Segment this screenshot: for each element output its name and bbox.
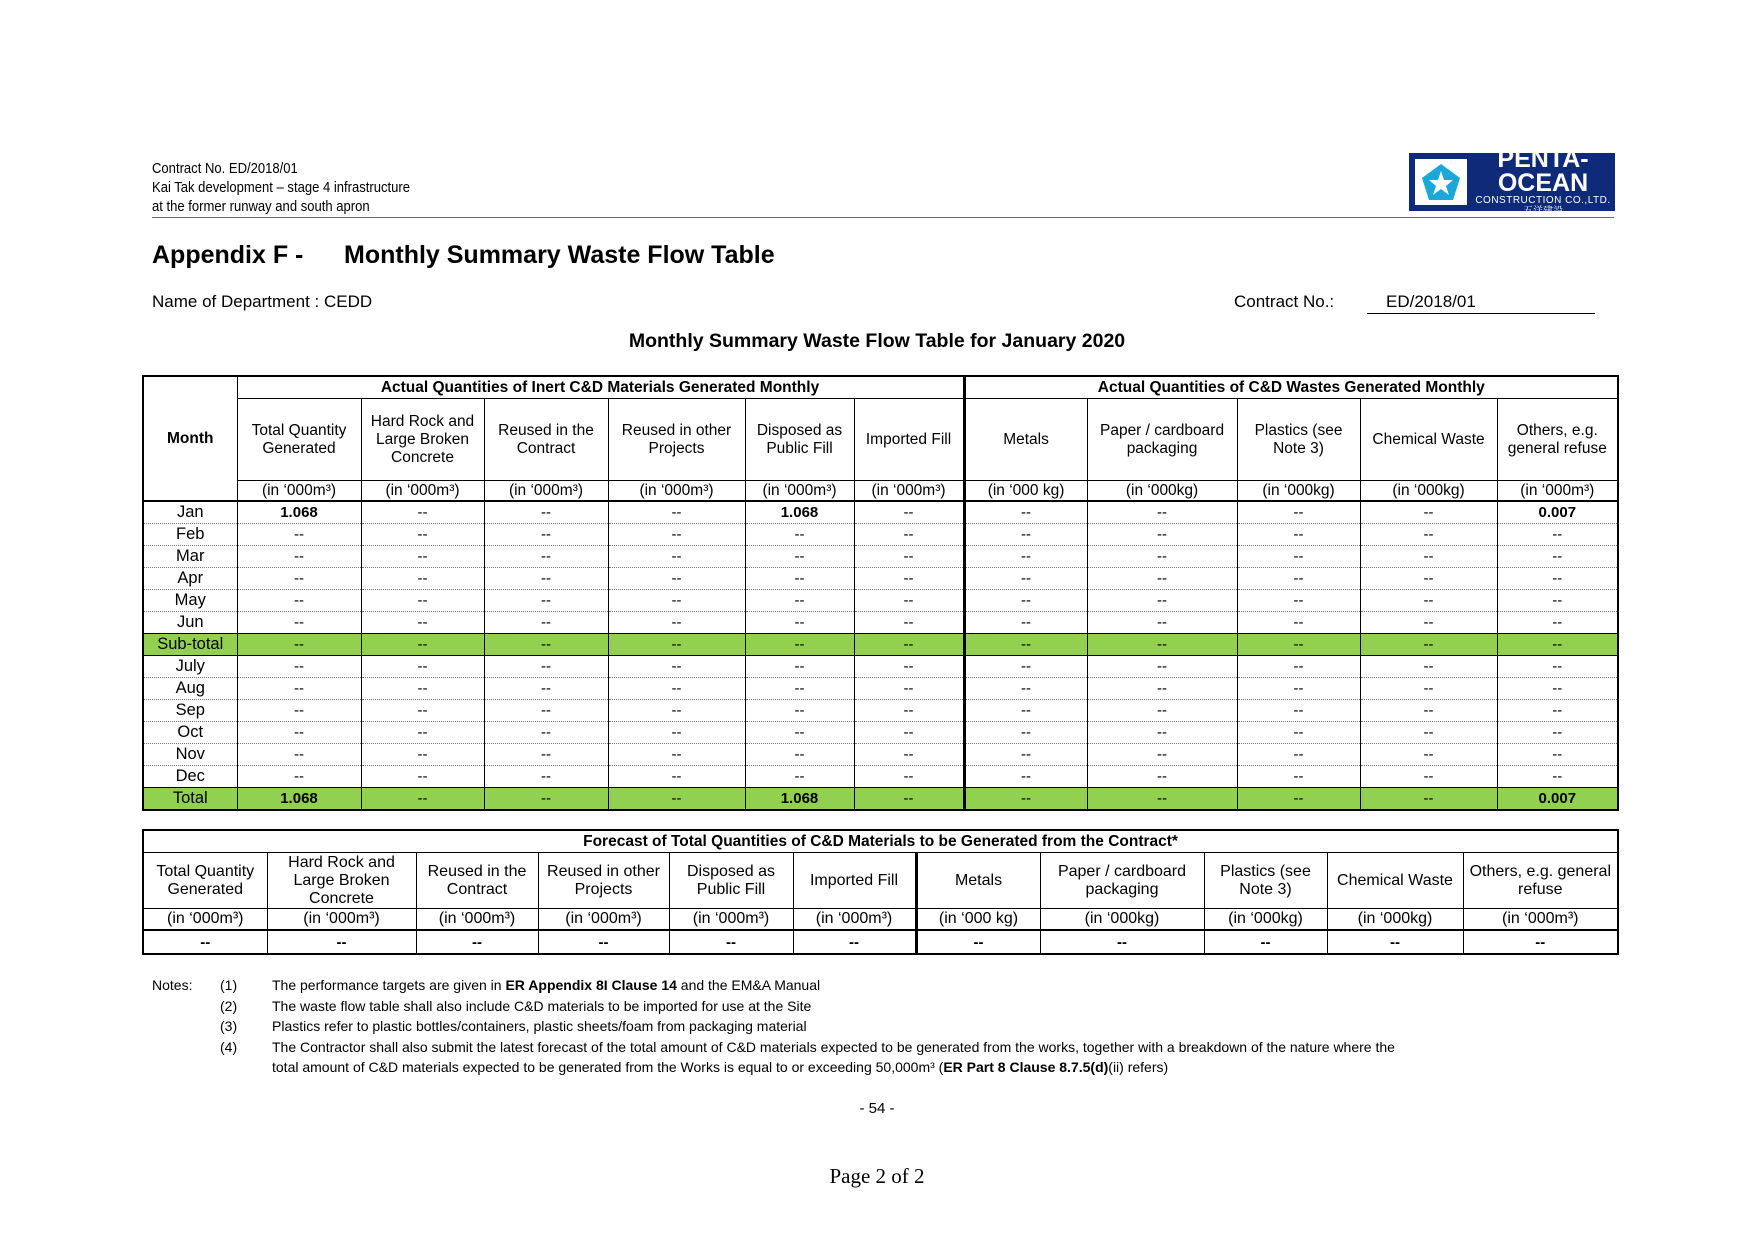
value-cell: -- [1087, 722, 1237, 744]
note-text-part: The Contractor shall also submit the latest forecast of the total amount of C&D materials expected to be generated from the works, together with a breakdown of the nature where the [272, 1038, 1395, 1055]
column-header: Disposed as Public Fill [745, 399, 854, 481]
forecast-value-cell: -- [793, 930, 916, 954]
value-cell: -- [1497, 656, 1618, 678]
value-cell: -- [361, 678, 484, 700]
month-cell: July [143, 656, 237, 678]
value-cell: -- [1237, 568, 1360, 590]
value-cell: -- [608, 501, 745, 524]
month-cell: Apr [143, 568, 237, 590]
value-cell: 1.068 [237, 501, 361, 524]
value-cell: -- [237, 722, 361, 744]
value-cell: -- [237, 590, 361, 612]
value-cell: -- [964, 656, 1087, 678]
table-row [143, 766, 1618, 788]
unit-header: (in ‘000m³) [361, 481, 484, 502]
value-cell: -- [1237, 612, 1360, 634]
value-cell: -- [484, 788, 608, 811]
value-cell: -- [964, 524, 1087, 546]
forecast-unit-header: (in ‘000m³) [143, 909, 267, 931]
value-cell: -- [1087, 678, 1237, 700]
note-text-part: The performance targets are given in [272, 977, 506, 993]
value-cell: -- [237, 766, 361, 788]
value-cell: -- [854, 634, 964, 656]
value-cell: -- [484, 656, 608, 678]
value-cell: -- [361, 788, 484, 811]
project-line-1: Kai Tak development – stage 4 infrastructure [152, 180, 411, 196]
value-cell: -- [484, 766, 608, 788]
value-cell: -- [1497, 722, 1618, 744]
forecast-table [142, 829, 1619, 955]
header-divider [152, 217, 1614, 218]
value-cell: -- [1087, 501, 1237, 524]
value-cell: -- [854, 700, 964, 722]
value-cell: -- [237, 678, 361, 700]
value-cell: -- [1360, 700, 1497, 722]
value-cell: -- [1237, 766, 1360, 788]
value-cell: -- [1497, 744, 1618, 766]
note-text [272, 1016, 807, 1037]
table-row [143, 568, 1618, 590]
value-cell: -- [964, 612, 1087, 634]
page-number: - 54 - [859, 1100, 895, 1117]
value-cell: -- [361, 700, 484, 722]
table-row [143, 678, 1618, 700]
value-cell: -- [608, 766, 745, 788]
value-cell: -- [1087, 634, 1237, 656]
unit-header: (in ‘000 kg) [964, 481, 1087, 502]
value-cell: -- [361, 744, 484, 766]
column-header: Reused in the Contract [484, 399, 608, 481]
table-row [143, 524, 1618, 546]
forecast-column-header: Metals [916, 853, 1040, 909]
month-cell: Sep [143, 700, 237, 722]
forecast-column-header: Hard Rock and Large Broken Concrete [267, 853, 416, 909]
unit-header: (in ‘000kg) [1087, 481, 1237, 502]
value-cell: -- [237, 568, 361, 590]
project-line-2: at the former runway and south apron [152, 199, 370, 215]
forecast-value-cell: -- [143, 930, 267, 954]
note-text-part: The waste flow table shall also include C&D materials to be imported for use at the Site [272, 997, 812, 1014]
logo-name: PENTA-OCEAN [1497, 144, 1589, 197]
unit-header: (in ‘000kg) [1237, 481, 1360, 502]
logo-cjk: 五洋建設 [1523, 205, 1563, 217]
unit-header: (in ‘000m³) [854, 481, 964, 502]
contract-label: Contract No.: [1234, 292, 1335, 311]
value-cell: -- [237, 612, 361, 634]
value-cell: -- [1237, 524, 1360, 546]
value-cell: -- [854, 744, 964, 766]
value-cell: -- [1360, 524, 1497, 546]
note-text [272, 996, 811, 1017]
value-cell: -- [1087, 656, 1237, 678]
value-cell: -- [1497, 612, 1618, 634]
table-row [143, 700, 1618, 722]
note-text-part: (ii) refers) [1108, 1059, 1169, 1075]
unit-header: (in ‘000m³) [608, 481, 745, 502]
value-cell: -- [1497, 634, 1618, 656]
logo-wordmark [1471, 144, 1615, 218]
value-cell: -- [237, 656, 361, 678]
value-cell: -- [237, 700, 361, 722]
forecast-value-cell: -- [267, 930, 416, 954]
value-cell: 0.007 [1497, 501, 1618, 524]
month-cell: Sub-total [143, 634, 237, 656]
group-header-wastes: Actual Quantities of C&D Wastes Generated Monthly [964, 376, 1618, 399]
value-cell: -- [1497, 678, 1618, 700]
value-cell: -- [237, 634, 361, 656]
value-cell: -- [964, 590, 1087, 612]
value-cell: -- [964, 766, 1087, 788]
month-cell: Jan [143, 501, 237, 524]
table-row [143, 656, 1618, 678]
value-cell: -- [1360, 788, 1497, 811]
value-cell: -- [361, 546, 484, 568]
value-cell: -- [1360, 656, 1497, 678]
value-cell: -- [361, 568, 484, 590]
value-cell: -- [745, 612, 854, 634]
table-row [143, 501, 1618, 524]
value-cell: -- [1237, 634, 1360, 656]
month-header: Month [143, 376, 237, 501]
value-cell: -- [608, 524, 745, 546]
value-cell: -- [608, 678, 745, 700]
monthly-waste-table [142, 375, 1619, 811]
month-cell: Aug [143, 678, 237, 700]
value-cell: -- [745, 524, 854, 546]
value-cell: -- [361, 722, 484, 744]
value-cell: -- [1497, 568, 1618, 590]
value-cell: -- [1087, 766, 1237, 788]
value-cell: -- [1237, 656, 1360, 678]
value-cell: -- [964, 678, 1087, 700]
table-row [143, 634, 1618, 656]
value-cell: -- [361, 524, 484, 546]
month-cell: Feb [143, 524, 237, 546]
value-cell: -- [484, 568, 608, 590]
month-cell: Dec [143, 766, 237, 788]
forecast-column-header: Others, e.g. general refuse [1463, 853, 1618, 909]
value-cell: -- [854, 612, 964, 634]
document-header [152, 160, 439, 217]
value-cell: -- [745, 700, 854, 722]
value-cell: -- [964, 568, 1087, 590]
group-header-inert: Actual Quantities of Inert C&D Materials Generated Monthly [237, 376, 964, 399]
value-cell: -- [745, 766, 854, 788]
value-cell: -- [854, 590, 964, 612]
value-cell: -- [745, 744, 854, 766]
value-cell: -- [237, 744, 361, 766]
table-row [143, 612, 1618, 634]
table-row [143, 546, 1618, 568]
value-cell: -- [484, 634, 608, 656]
value-cell: -- [854, 546, 964, 568]
value-cell: -- [1497, 590, 1618, 612]
forecast-unit-header: (in ‘000m³) [793, 909, 916, 931]
value-cell: -- [1087, 744, 1237, 766]
note-number: (1) [220, 977, 238, 993]
column-header: Metals [964, 399, 1087, 481]
value-cell: -- [1497, 546, 1618, 568]
value-cell: 1.068 [745, 788, 854, 811]
value-cell: -- [608, 788, 745, 811]
footer-page-indicator: Page 2 of 2 [829, 1164, 925, 1188]
unit-header: (in ‘000m³) [745, 481, 854, 502]
column-header: Plastics (see Note 3) [1237, 399, 1360, 481]
forecast-unit-header: (in ‘000m³) [267, 909, 416, 931]
value-cell: -- [608, 656, 745, 678]
month-cell: May [143, 590, 237, 612]
value-cell: -- [1087, 524, 1237, 546]
forecast-column-header: Plastics (see Note 3) [1204, 853, 1327, 909]
forecast-value-cell: -- [1040, 930, 1204, 954]
company-logo [1409, 144, 1615, 217]
forecast-value-cell: -- [1463, 930, 1618, 954]
value-cell: -- [964, 722, 1087, 744]
value-cell: -- [854, 722, 964, 744]
column-header: Others, e.g. general refuse [1497, 399, 1618, 481]
value-cell: 1.068 [745, 501, 854, 524]
value-cell: -- [1087, 700, 1237, 722]
contract-number-line: Contract No. ED/2018/01 [152, 161, 298, 177]
value-cell: -- [1237, 678, 1360, 700]
value-cell: -- [1360, 722, 1497, 744]
forecast-unit-header: (in ‘000m³) [416, 909, 538, 931]
column-header: Chemical Waste [1360, 399, 1497, 481]
value-cell: -- [361, 501, 484, 524]
value-cell: -- [484, 678, 608, 700]
forecast-column-header: Imported Fill [793, 853, 916, 909]
value-cell: -- [608, 568, 745, 590]
forecast-unit-header: (in ‘000kg) [1327, 909, 1463, 931]
forecast-column-header: Reused in other Projects [538, 853, 669, 909]
table-row [143, 590, 1618, 612]
value-cell: -- [608, 634, 745, 656]
forecast-value-cell: -- [1204, 930, 1327, 954]
forecast-value-cell: -- [538, 930, 669, 954]
value-cell: -- [1237, 590, 1360, 612]
contract-value: ED/2018/01 [1367, 292, 1595, 314]
value-cell: -- [361, 634, 484, 656]
value-cell: -- [1237, 722, 1360, 744]
value-cell: -- [854, 678, 964, 700]
table-row [143, 722, 1618, 744]
note-text-part: Plastics refer to plastic bottles/containers, plastic sheets/foam from packaging material [272, 1018, 807, 1034]
value-cell: -- [745, 568, 854, 590]
table-row [143, 788, 1618, 811]
forecast-unit-header: (in ‘000kg) [1040, 909, 1204, 931]
forecast-column-header: Chemical Waste [1327, 853, 1463, 909]
value-cell: -- [484, 612, 608, 634]
table-title: Monthly Summary Waste Flow Table for January 2020 [628, 330, 1126, 352]
forecast-unit-header: (in ‘000 kg) [916, 909, 1040, 931]
month-cell: Jun [143, 612, 237, 634]
appendix-title: Monthly Summary Waste Flow Table [344, 241, 775, 269]
note-number: (3) [220, 1018, 238, 1034]
value-cell: -- [1237, 744, 1360, 766]
column-header: Paper / cardboard packaging [1087, 399, 1237, 481]
note-text-part: total amount of C&D materials expected to be generated from the Works is equal to or exceeding 50,000m³ ( [272, 1059, 944, 1075]
value-cell: -- [1360, 568, 1497, 590]
value-cell: -- [854, 788, 964, 811]
forecast-value-cell: -- [416, 930, 538, 954]
note-text [272, 1037, 1395, 1058]
value-cell: -- [1237, 700, 1360, 722]
note-text-bold: ER Part 8 Clause 8.7.5(d) [943, 1059, 1109, 1075]
value-cell: -- [1237, 546, 1360, 568]
column-header: Total Quantity Generated [237, 399, 361, 481]
value-cell: -- [608, 546, 745, 568]
unit-header: (in ‘000m³) [1497, 481, 1618, 502]
value-cell: -- [1087, 568, 1237, 590]
value-cell: -- [608, 612, 745, 634]
value-cell: -- [361, 612, 484, 634]
note-text-bold: ER Appendix 8I Clause 14 [505, 977, 677, 993]
value-cell: -- [1237, 788, 1360, 811]
unit-header: (in ‘000m³) [484, 481, 608, 502]
value-cell: -- [361, 766, 484, 788]
forecast-unit-header: (in ‘000m³) [669, 909, 793, 931]
notes-label: Notes: [152, 977, 193, 993]
forecast-column-header: Paper / cardboard packaging [1040, 853, 1204, 909]
forecast-column-header: Reused in the Contract [416, 853, 538, 909]
forecast-unit-header: (in ‘000m³) [1463, 909, 1618, 931]
value-cell: -- [1237, 501, 1360, 524]
value-cell: -- [854, 656, 964, 678]
value-cell: -- [484, 501, 608, 524]
forecast-title: Forecast of Total Quantities of C&D Materials to be Generated from the Contract* [143, 830, 1618, 853]
value-cell: -- [1087, 590, 1237, 612]
value-cell: -- [608, 744, 745, 766]
value-cell: -- [745, 722, 854, 744]
value-cell: -- [484, 546, 608, 568]
value-cell: -- [964, 700, 1087, 722]
forecast-column-header: Disposed as Public Fill [669, 853, 793, 909]
value-cell: -- [1360, 634, 1497, 656]
value-cell: -- [1087, 546, 1237, 568]
value-cell: -- [964, 546, 1087, 568]
value-cell: -- [854, 501, 964, 524]
value-cell: -- [1497, 766, 1618, 788]
value-cell: -- [745, 590, 854, 612]
value-cell: -- [608, 722, 745, 744]
value-cell: -- [484, 722, 608, 744]
column-header: Reused in other Projects [608, 399, 745, 481]
value-cell: -- [1497, 524, 1618, 546]
value-cell: -- [1360, 590, 1497, 612]
value-cell: -- [1360, 766, 1497, 788]
month-cell: Mar [143, 546, 237, 568]
value-cell: 0.007 [1497, 788, 1618, 811]
value-cell: -- [745, 634, 854, 656]
unit-header: (in ‘000kg) [1360, 481, 1497, 502]
value-cell: -- [1360, 678, 1497, 700]
value-cell: -- [1087, 612, 1237, 634]
column-header: Imported Fill [854, 399, 964, 481]
value-cell: -- [237, 546, 361, 568]
value-cell: -- [237, 524, 361, 546]
value-cell: -- [484, 524, 608, 546]
department-name: Name of Department : CEDD [152, 292, 373, 311]
value-cell: -- [361, 590, 484, 612]
table-row [143, 744, 1618, 766]
value-cell: -- [608, 700, 745, 722]
forecast-column-header: Total Quantity Generated [143, 853, 267, 909]
pentagon-star-icon [1415, 159, 1467, 205]
value-cell: -- [854, 524, 964, 546]
month-cell: Nov [143, 744, 237, 766]
value-cell: -- [964, 744, 1087, 766]
value-cell: -- [745, 678, 854, 700]
note-number: (2) [220, 997, 238, 1014]
unit-header: (in ‘000m³) [237, 481, 361, 502]
month-cell: Oct [143, 722, 237, 744]
column-header: Hard Rock and Large Broken Concrete [361, 399, 484, 481]
forecast-value-cell: -- [916, 930, 1040, 954]
value-cell: -- [1360, 501, 1497, 524]
value-cell: -- [854, 568, 964, 590]
value-cell: -- [1360, 744, 1497, 766]
value-cell: -- [854, 766, 964, 788]
forecast-value-cell: -- [1327, 930, 1463, 954]
month-cell: Total [143, 788, 237, 811]
value-cell: -- [1497, 700, 1618, 722]
note-text [272, 1057, 1168, 1078]
value-cell: -- [484, 700, 608, 722]
value-cell: -- [608, 590, 745, 612]
value-cell: 1.068 [237, 788, 361, 811]
forecast-unit-header: (in ‘000m³) [538, 909, 669, 931]
value-cell: -- [745, 546, 854, 568]
value-cell: -- [1360, 546, 1497, 568]
note-text [272, 975, 820, 996]
value-cell: -- [361, 656, 484, 678]
note-text-part: and the EM&A Manual [676, 977, 821, 993]
value-cell: -- [964, 788, 1087, 811]
value-cell: -- [484, 590, 608, 612]
value-cell: -- [484, 744, 608, 766]
value-cell: -- [964, 634, 1087, 656]
appendix-label: Appendix F - [152, 241, 304, 269]
value-cell: -- [745, 656, 854, 678]
value-cell: -- [1087, 788, 1237, 811]
value-cell: -- [1360, 612, 1497, 634]
note-number: (4) [220, 1038, 238, 1055]
logo-sub: CONSTRUCTION CO.,LTD. [1475, 194, 1611, 206]
value-cell: -- [964, 501, 1087, 524]
forecast-unit-header: (in ‘000kg) [1204, 909, 1327, 931]
forecast-value-cell: -- [669, 930, 793, 954]
